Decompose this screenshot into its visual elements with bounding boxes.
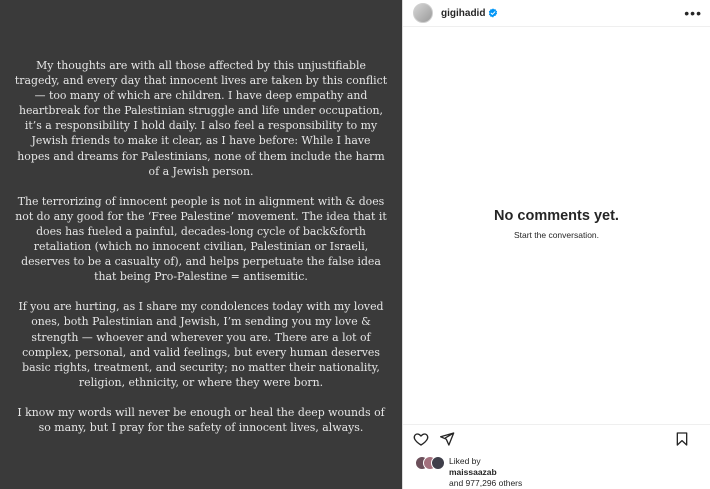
more-options-icon[interactable]: ••• <box>684 5 702 21</box>
username-link[interactable]: gigihadid <box>441 7 486 19</box>
post-statement-text <box>14 58 388 450</box>
liker-avatar[interactable] <box>431 456 445 470</box>
actions-divider <box>403 424 710 425</box>
share-button[interactable] <box>439 431 455 447</box>
post-actions-bar <box>413 429 700 449</box>
heart-icon <box>413 431 429 447</box>
likes-summary <box>415 456 522 489</box>
verified-badge-icon <box>488 8 498 18</box>
liked-by-prefix: Liked by <box>449 456 481 466</box>
liked-by-user-link[interactable]: maissaazab <box>449 467 497 477</box>
no-comments-title: No comments yet. <box>494 208 619 224</box>
likes-text <box>449 456 522 489</box>
statement-paragraph-1: My thoughts are with all those affected by this unjustifiable tragedy, and every day that innocent lives are taken by this conflict — too many of which are children. I have deep empathy and heartbreak for the Palestinian struggle and life under occupation, it’s a responsibility I hold daily. I also feel a responsibility to my Jewish friends to make it clear, as I have before: While I have hopes and dreams for Palestinians, none of them include the harm of a Jewish person. <box>14 59 388 178</box>
start-conversation-text: Start the conversation. <box>513 230 600 240</box>
like-button[interactable] <box>413 431 429 447</box>
post-header <box>403 0 710 27</box>
likes-others-link[interactable]: and 977,296 others <box>449 478 523 488</box>
save-button[interactable] <box>674 431 690 447</box>
paper-plane-icon <box>439 431 455 447</box>
post-side-panel <box>402 0 710 489</box>
statement-paragraph-4: I know my words will never be enough or heal the deep wounds of so many, but I pray for the safety of innocent lives, always. <box>17 405 385 434</box>
statement-paragraph-3: If you are hurting, as I share my condolences today with my loved ones, both Palestinian and Jewish, I’m sending you my love & strength — whoever and wherever you are. There are a lot of complex, personal, and valid feelings, but every human deserves basic rights, treatment, and security; no matter their nationality, religion, ethnicity, or where they were born. <box>18 300 384 389</box>
statement-paragraph-2: The terrorizing of innocent people is not in alignment with & does not do any good for the ‘Free Palestine’ movement. The idea that it does has fueled a painful, decades-long cycle of back&forth retaliation (which no innocent civilian, Palestinian or Israeli, deserves to be a casualty of), and helps perpetuate the false idea that being Pro-Palestine = antisemitic. <box>15 194 387 284</box>
avatar[interactable] <box>413 3 433 23</box>
bookmark-icon <box>674 431 690 447</box>
comments-empty-state <box>403 208 710 240</box>
